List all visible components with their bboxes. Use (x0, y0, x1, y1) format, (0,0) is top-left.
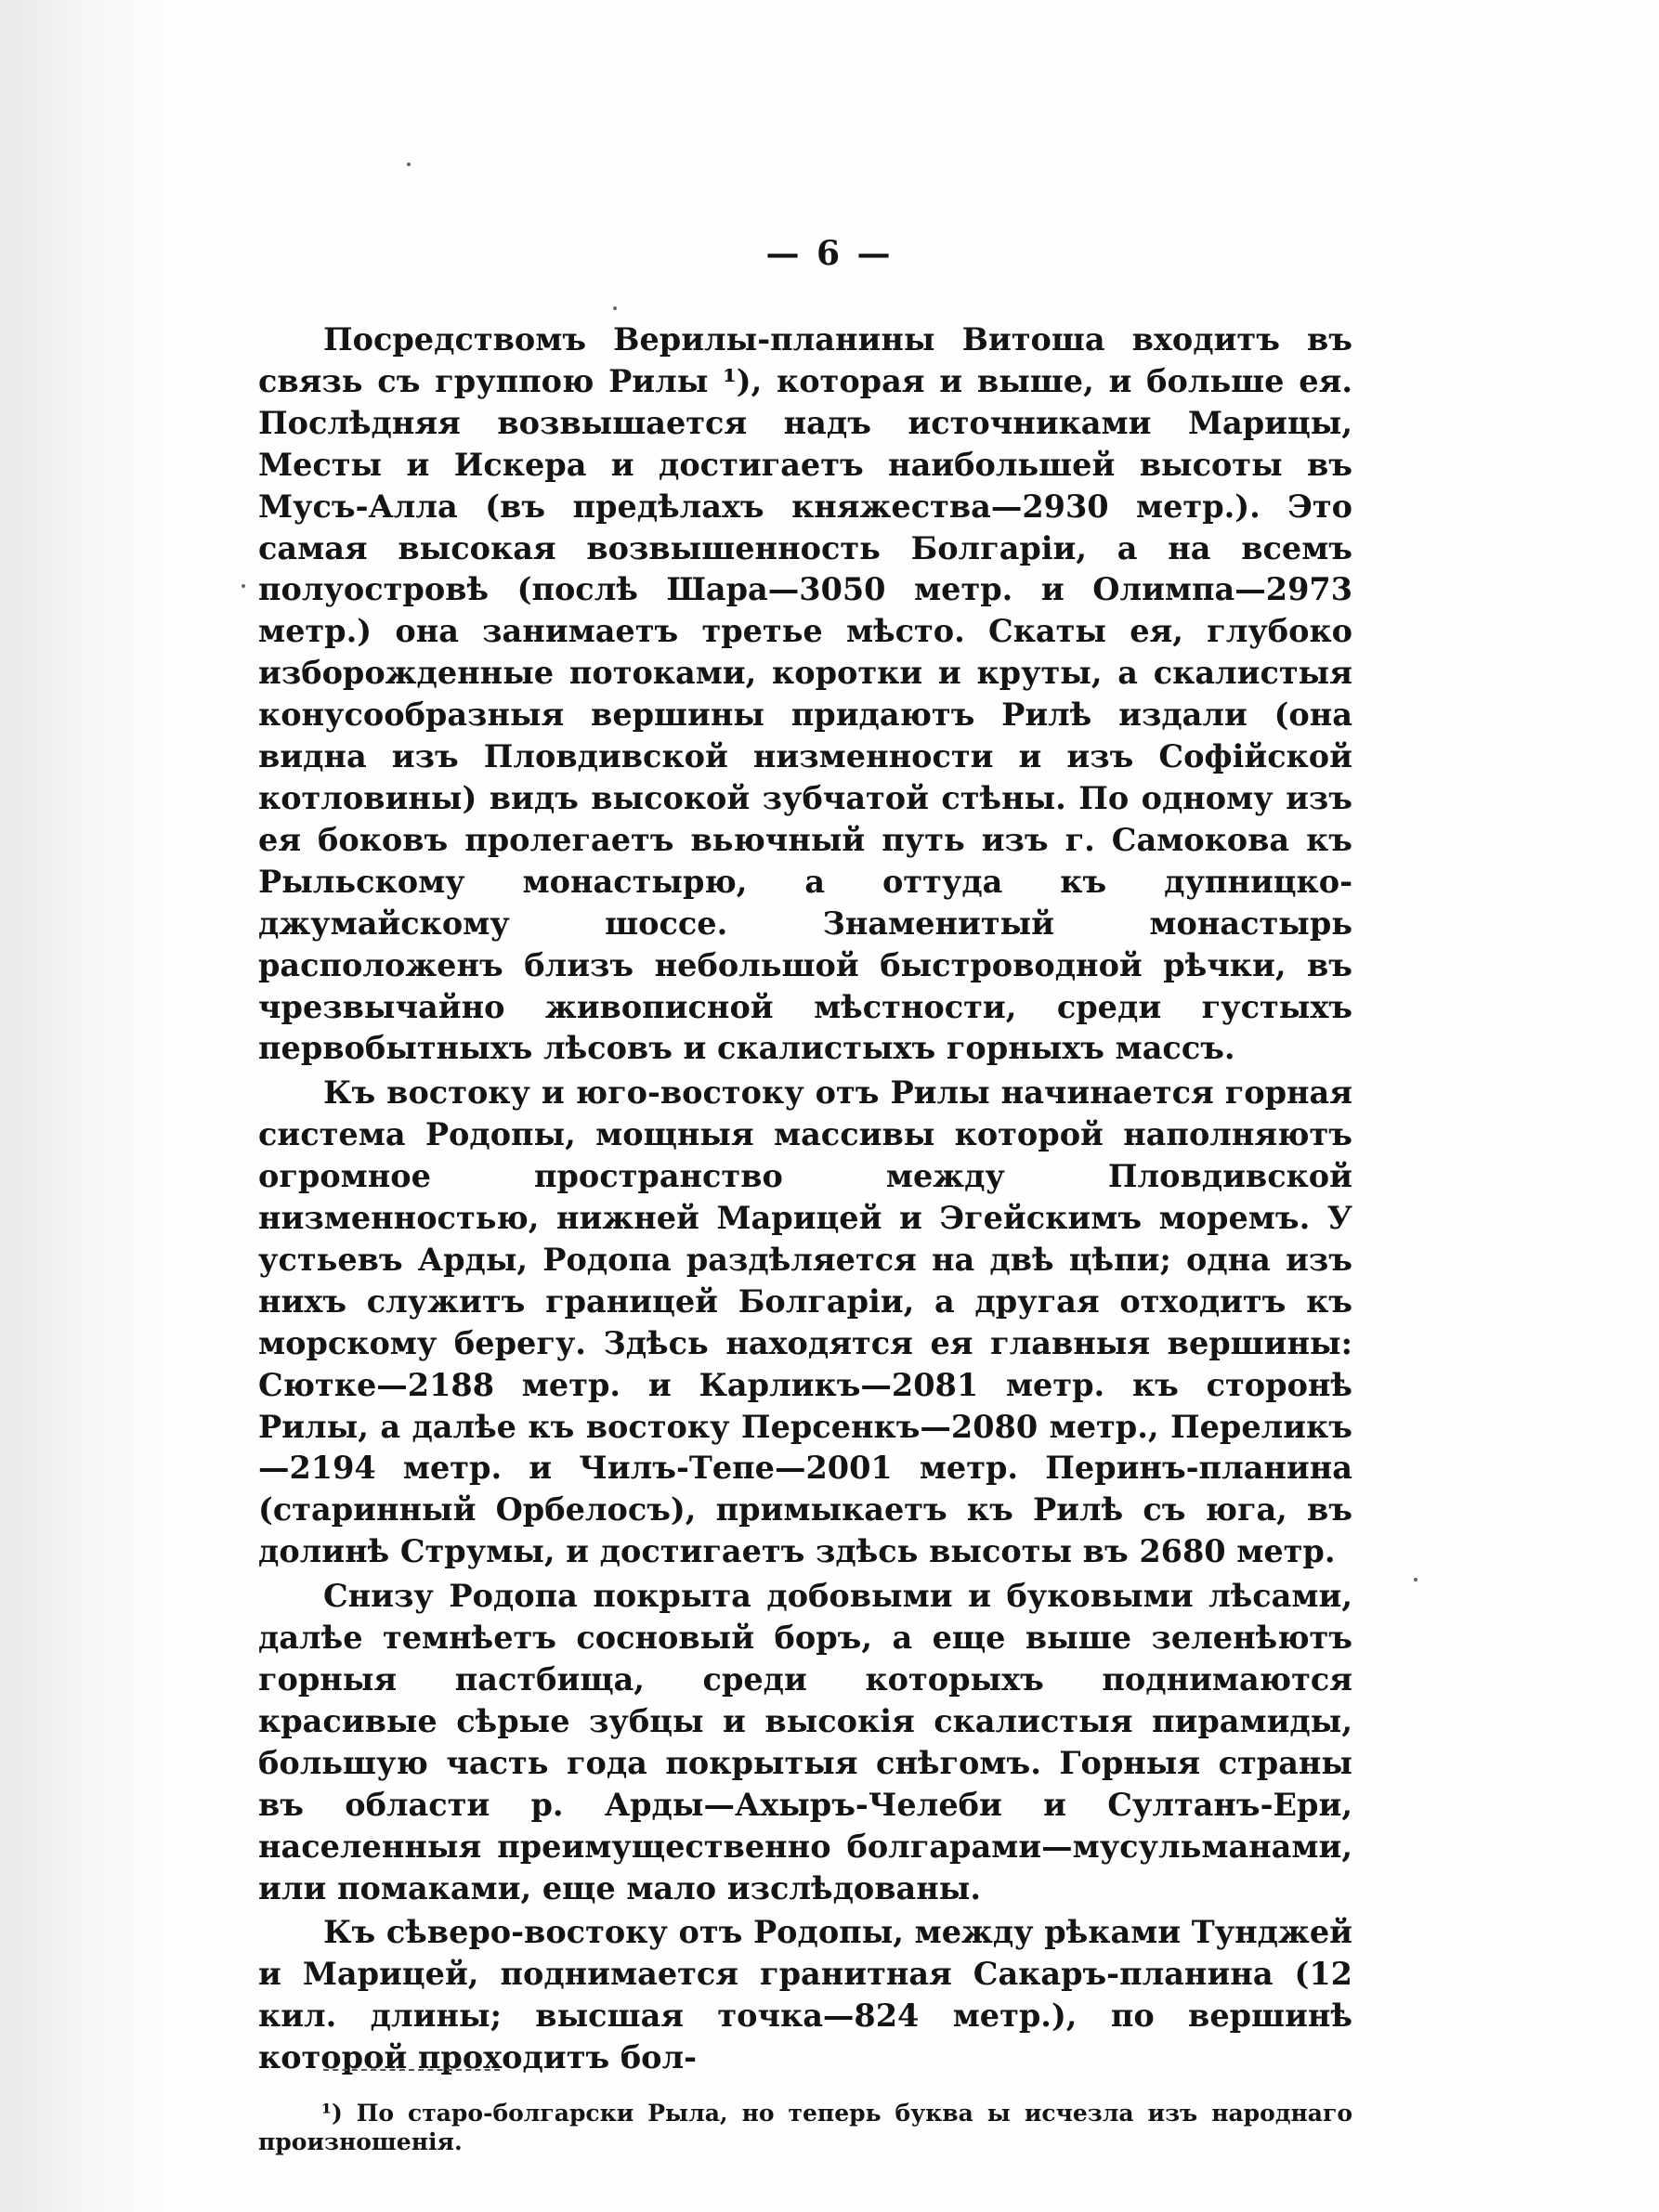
main-text (258, 319, 1352, 2079)
footnote-divider (323, 2069, 500, 2071)
page-gutter-shadow (0, 0, 176, 2212)
page-number: — 6 — (765, 234, 894, 273)
paragraph-sakar: Къ сѣверо-востоку отъ Родопы, между рѣками Тунджей и Марицей, поднимается гранитная Сакаръ-планина (12 кил. длины; высшая точка—824 метр.), по вершинѣ которой проходитъ бол- (258, 1914, 1352, 2076)
scan-speck (407, 163, 411, 166)
footnote: ¹) По старо-болгарски Рыла, но теперь буква ы исчезла изъ народнаго произношенія. (258, 2100, 1352, 2155)
paragraph-rila: Посредствомъ Верилы-планины Витоша входитъ въ связь съ группою Рилы ¹), которая и выше, и больше ея. Послѣдняя возвышается надъ источниками Марицы, Месты и Искера и достигаетъ наибольшей высоты въ Мусъ-Алла (въ предѣлахъ княжества—2930 метр.). Это самая высокая возвышенность Болгаріи, а на всемъ полуостровѣ (послѣ Шара—3050 метр. и Олимпа—2973 метр.) она занимаетъ третье мѣсто. Скаты ея, глубоко изборожденные потоками, коротки и круты, а скалистыя конусообразныя вершины придаютъ Рилѣ издали (она видна изъ Пловдивской низменности и изъ Софійской котловины) видъ высокой зубчатой стѣны. По одному изъ ея боковъ пролегаетъ вьючный путь изъ г. Самокова къ Рыльскому монастырю, а оттуда къ дупницко-джумайскому шоссе. Знаменитый монастырь расположенъ близъ небольшой быстроводной рѣчки, въ чрезвычайно живописной мѣстности, среди густыхъ первобытныхъ лѣсовъ и скалистыхъ горныхъ массъ. (258, 321, 1352, 1067)
paragraph-rhodopes: Къ востоку и юго-востоку отъ Рилы начинается горная система Родопы, мощныя массивы которой наполняютъ огромное пространство между Пловдивской низменностью, нижней Марицей и Эгейскимъ моремъ. У устьевъ Арды, Родопа раздѣляется на двѣ цѣпи; одна изъ нихъ служитъ границей Болгаріи, а другая отходитъ къ морскому берегу. Здѣсь находятся ея главныя вершины: Сютке—2188 метр. и Карликъ—2081 метр. къ сторонѣ Рилы, а далѣе къ востоку Персенкъ—2080 метр., Переликъ—2194 метр. и Чилъ-Тепе—2001 метр. Перинъ-планина (старинный Орбелосъ), примыкаетъ къ Рилѣ съ юга, въ долинѣ Струмы, и достигаетъ здѣсь высоты въ 2680 метр. (258, 1074, 1352, 1570)
scan-speck (1414, 1578, 1417, 1581)
paragraph-forests: Снизу Родопа покрыта добовыми и буковыми лѣсами, далѣе темнѣетъ сосновый боръ, а еще выше зеленѣютъ горныя пастбища, среди которыхъ поднимаются красивые сѣрые зубцы и высокія скалистыя пирамиды, большую часть года покрытыя снѣгомъ. Горныя страны въ области р. Арды—Ахыръ-Челеби и Султанъ-Ери, населенныя преимущественно болгарами—мусульманами, или помаками, еще мало изслѣдованы. (258, 1578, 1352, 1906)
scan-speck (613, 306, 617, 310)
scan-speck (242, 584, 245, 588)
